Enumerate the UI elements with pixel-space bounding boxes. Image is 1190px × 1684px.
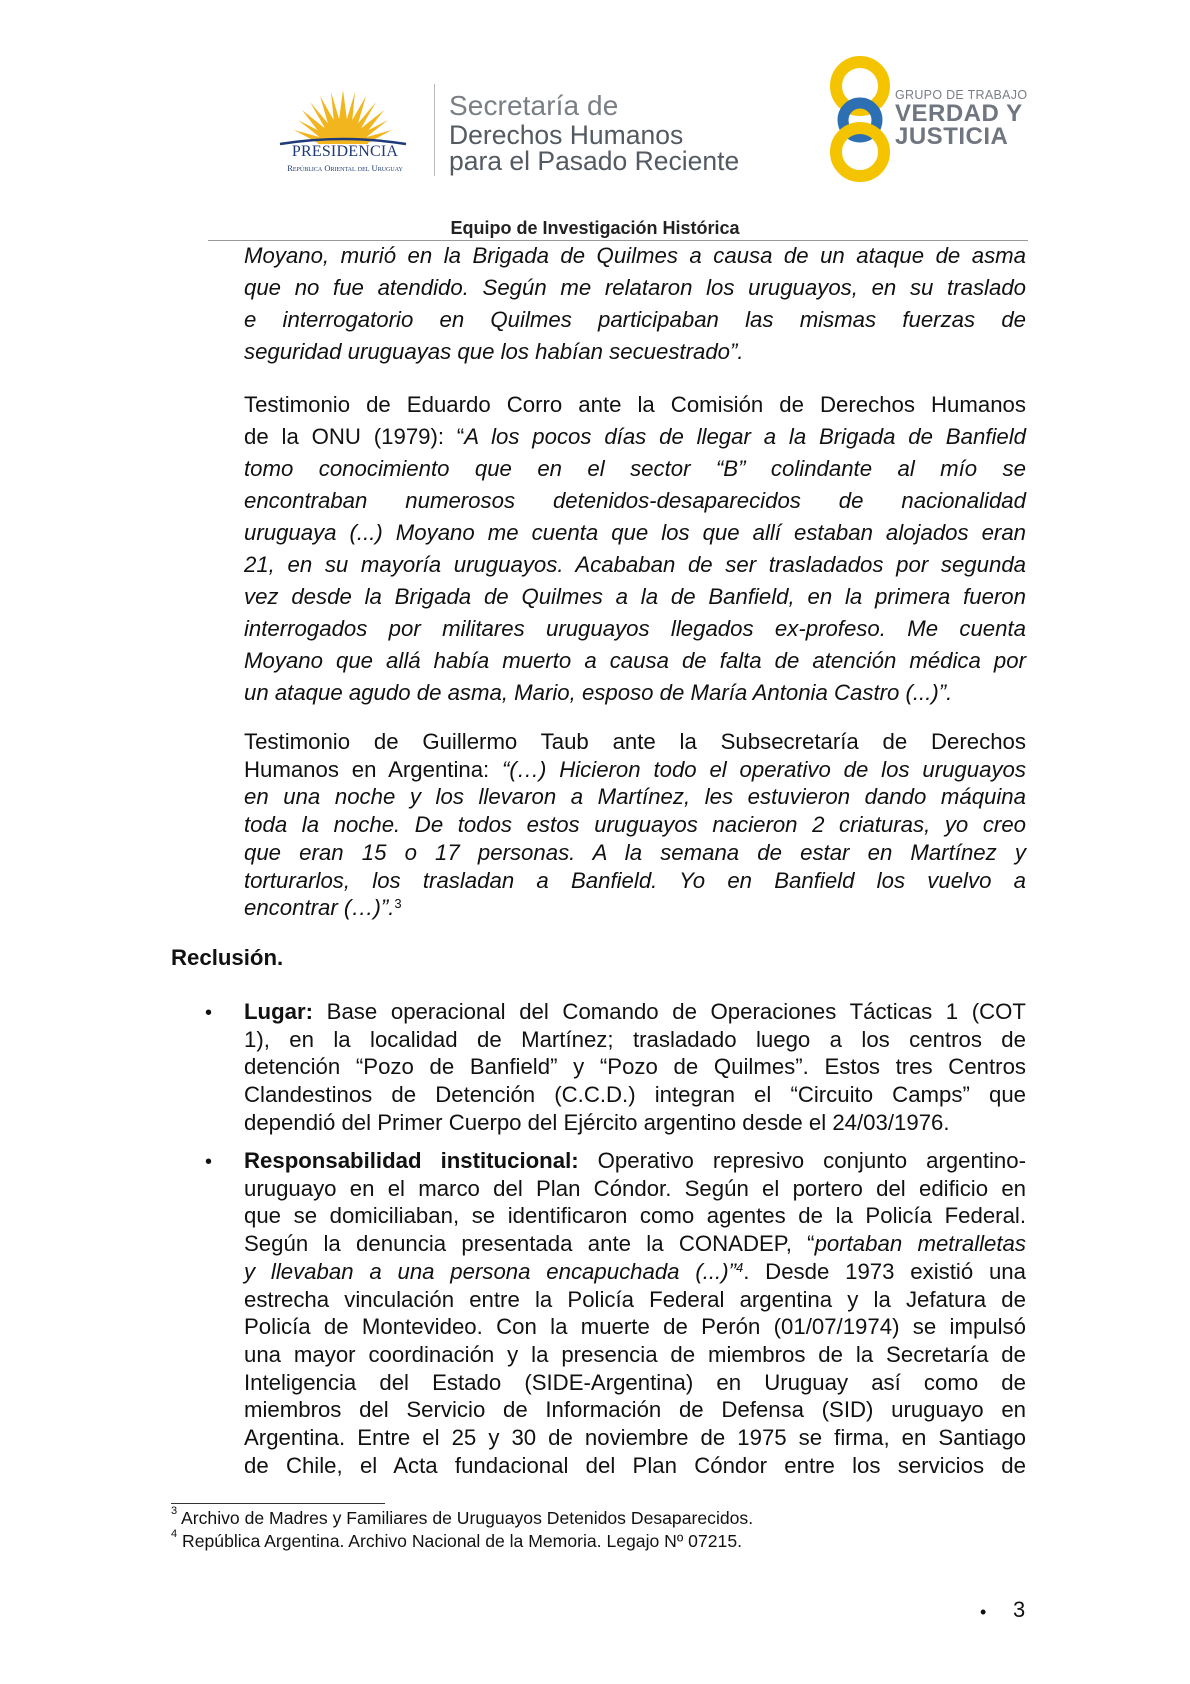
page-bullet-icon: • [980,1602,987,1622]
text-line: detención “Pozo de Banfield” y “Pozo de Quilmes”. Estos tres Centros [244,1054,1026,1080]
text-line: Según la denuncia presentada ante la CONADEP, “portaban metralletas [244,1231,1026,1257]
text-line: tomo conocimiento que en el sector “B” colindante al mío se [244,456,1026,481]
text-line: 21, en su mayoría uruguayos. Acababan de ser trasladados por segunda [244,552,1026,577]
text-line: y llevaban a una persona encapuchada (...)”$^4$. Desde 1973 existió una [244,1258,1026,1284]
text-line: Humanos en Argentina: “(…) Hicieron todo el operativo de los uruguayos [244,756,1026,782]
text-line: Policía de Montevideo. Con la muerte de Perón (01/07/1974) se impulsó [244,1314,1026,1340]
justicia-label: JUSTICIA [895,123,1009,150]
text-line: una mayor coordinación y la presencia de miembros de la Secretaría de [244,1341,1026,1367]
footnote-ref[interactable]: 3 [394,896,402,912]
text-line: Responsabilidad institucional: Operativo represivo conjunto argentino- [244,1148,1026,1173]
bullet-icon: • [205,1151,213,1173]
text-line: miembros del Servicio de Información de Defensa (SID) uruguayo en [244,1397,1026,1423]
bullet-responsabilidad [244,1147,1026,1479]
text-line: de Chile, el Acta fundacional del Plan Cóndor entre los servicios de [244,1452,1026,1478]
text-line: seguridad uruguayas que los habían secuestrado”. [244,339,744,364]
grupo-trabajo-label: GRUPO DE TRABAJO [895,88,1028,102]
footnote-4: $^4$ República Argentina. Archivo Nacional de la Memoria. Legajo Nº 07215. [171,1528,742,1551]
text-line: toda la noche. De todos estos uruguayos nacieron 2 criaturas, yo creo [244,812,1026,838]
text-line: Testimonio de Guillermo Taub ante la Subsecretaría de Derechos [244,729,1026,754]
text-line: que se domiciliaban, se identificaron como agentes de la Policía Federal. [244,1203,1026,1229]
bullet-icon: • [205,1002,213,1024]
text-line: de la ONU (1979): “A los pocos días de llegar a la Brigada de Banfield [244,424,1026,449]
footnote-3: $^3$ Archivo de Madres y Familiares de Uruguayos Detenidos Desaparecidos. [171,1505,754,1528]
text-line: que no fue atendido. Según me relataron los uruguayos, en su traslado [244,275,1026,300]
text-line: Clandestinos de Detención (C.C.D.) integran el “Circuito Camps” que [244,1082,1026,1108]
verdad-label: VERDAD Y [895,100,1023,127]
text-line: Argentina. Entre el 25 y 30 de noviembre de 1975 se firma, en Santiago [244,1425,1026,1451]
text-line: Moyano que allá había muerto a causa de falta de atención médica por [244,648,1026,673]
text-line: dependió del Primer Cuerpo del Ejército argentino desde el 24/03/1976. [244,1109,950,1135]
bullet-lugar [244,998,1026,1137]
testimony-taub [244,728,1026,922]
footnote-rule [171,1503,385,1504]
verdad-justicia-logo [820,56,900,182]
section-title: Reclusión. [171,945,284,970]
text-line: estrecha vinculación entre la Policía Federal argentina y la Jefatura de [244,1286,1026,1312]
testimony-continuation [244,240,1026,368]
secretaria-line-3: para el Pasado Reciente [449,146,740,176]
presidencia-subtitle: República Oriental del Uruguay [287,163,403,173]
text-line: que eran 15 o 17 personas. A la semana de estar en Martínez y [244,839,1026,865]
text-line: Inteligencia del Estado (SIDE-Argentina) en Uruguay así como de [244,1369,1026,1395]
text-line: uruguayo en el marco del Plan Cóndor. Según el portero del edificio en [244,1175,1026,1201]
text-line: Moyano, murió en la Brigada de Quilmes a causa de un ataque de asma [244,243,1026,268]
presidencia-name: PRESIDENCIA [291,143,399,160]
text-line: interrogados por militares uruguayos llegados ex-profeso. Me cuenta [244,616,1026,641]
text-line: un ataque agudo de asma, Mario, esposo de María Antonia Castro (...)”. [244,680,953,705]
text-line: Testimonio de Eduardo Corro ante la Comisión de Derechos Humanos [244,392,1026,417]
footnote-ref[interactable]: 4 [735,1259,744,1275]
text-line: Lugar: Base operacional del Comando de Operaciones Tácticas 1 (COT [244,999,1026,1024]
secretaria-line-2: Derechos Humanos [449,120,684,150]
header-divider [434,84,435,176]
text-line: encontrar (…)”.$^3$ [244,895,402,921]
text-line: encontraban numerosos detenidos-desaparecidos de nacionalidad [244,488,1026,513]
text-line: vez desde la Brigada de Quilmes a la de Banfield, en la primera fueron [244,584,1026,609]
text-line: uruguaya (...) Moyano me cuenta que los que allí estaban alojados eran [244,520,1026,545]
text-line: 1), en la localidad de Martínez; trasladado luego a los centros de [244,1026,1026,1052]
text-line: torturarlos, los trasladan a Banfield. Yo en Banfield los vuelvo a [244,867,1026,893]
page-number: 3 [1013,1597,1026,1622]
secretaria-line-1: Secretaría de [449,90,619,121]
team-heading: Equipo de Investigación Histórica [450,218,740,238]
testimony-corro [244,389,1026,709]
text-line: en una noche y los llevaron a Martínez, les estuvieron dando máquina [244,784,1026,810]
text-line: e interrogatorio en Quilmes participaban las mismas fuerzas de [244,307,1026,332]
